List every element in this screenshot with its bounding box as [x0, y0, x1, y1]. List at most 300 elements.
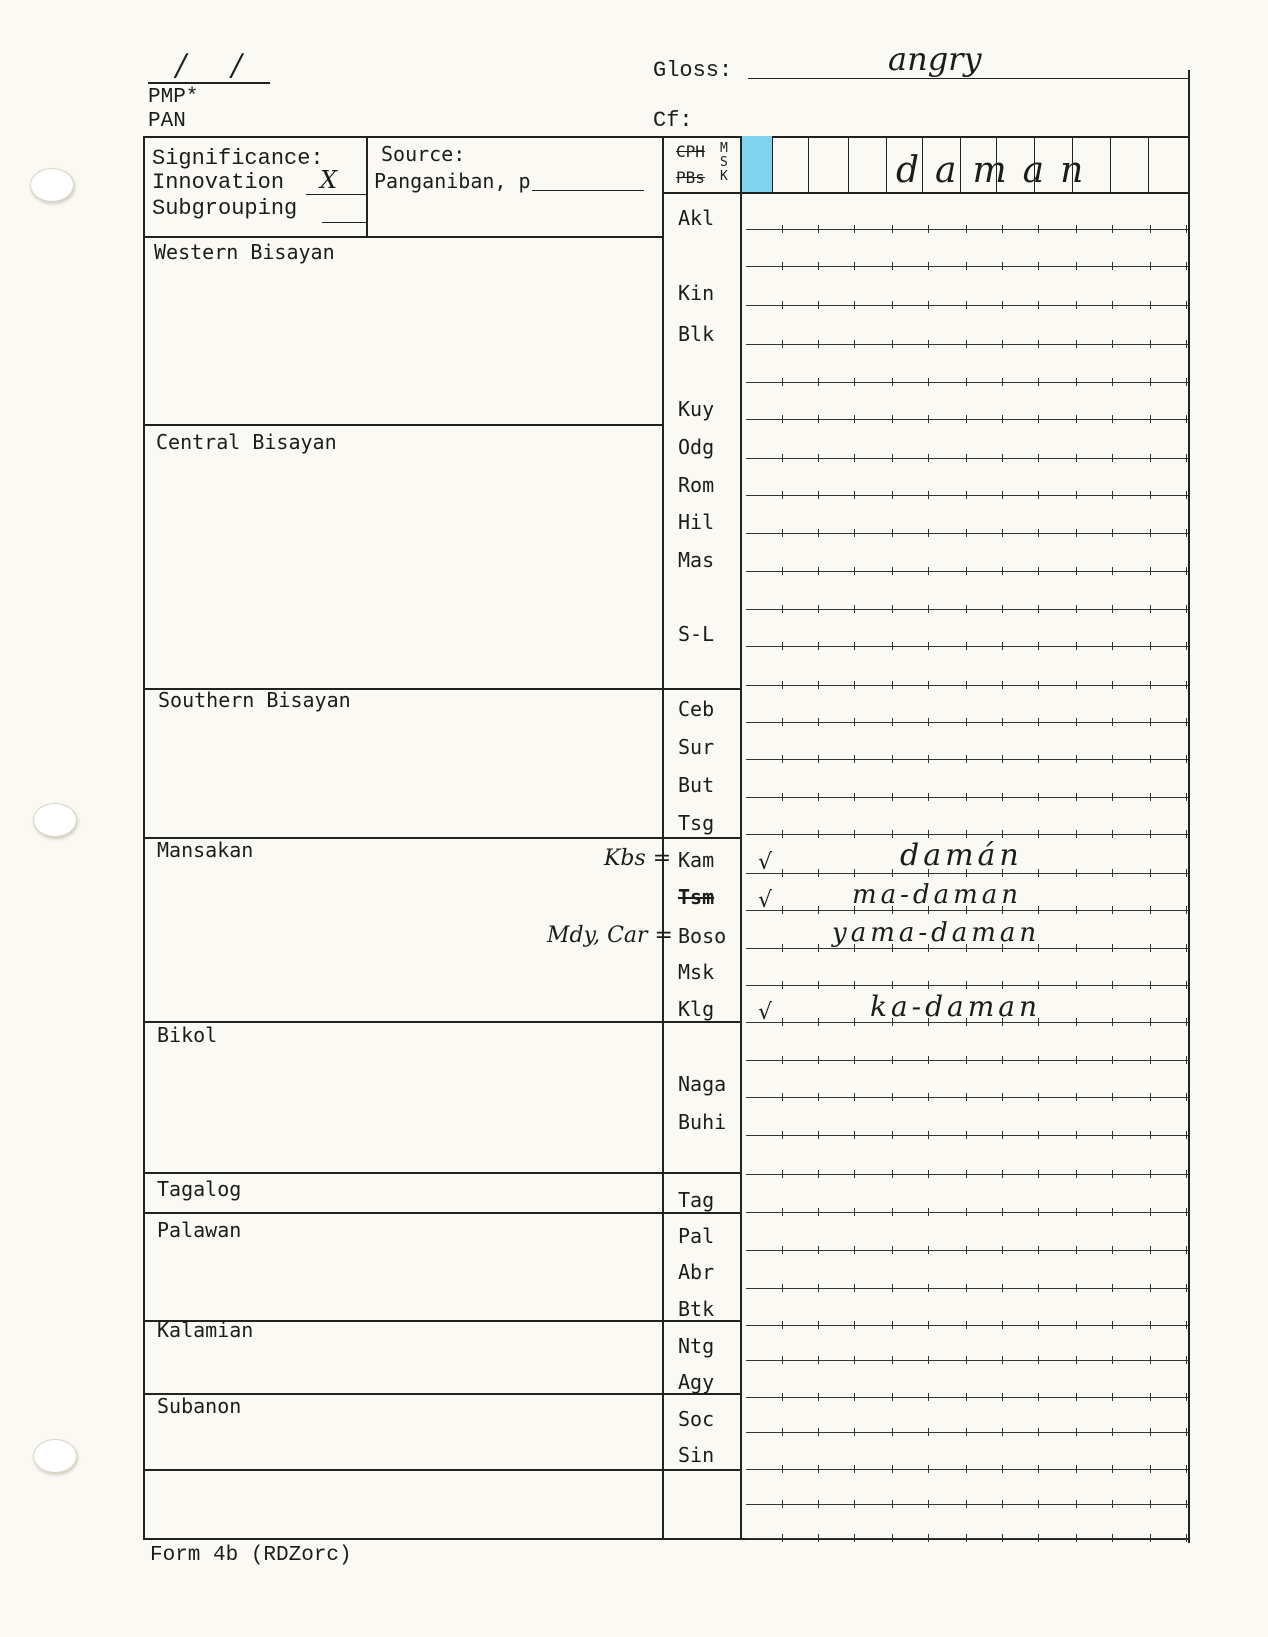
- lang-abr: Abr: [678, 1260, 715, 1284]
- rule-tick: [782, 301, 783, 309]
- rule-tick: [782, 944, 783, 952]
- kbs-annotation: Kbs =: [604, 846, 672, 871]
- rule-tick: [1002, 1131, 1003, 1139]
- rule-tick: [966, 1321, 967, 1329]
- rule-tick: [928, 491, 929, 499]
- rule-tick: [854, 1500, 855, 1508]
- rule-tick: [1112, 944, 1113, 952]
- binder-hole-bottom: [33, 1439, 77, 1473]
- rule-tick: [1186, 1465, 1187, 1473]
- rule-tick: [1076, 1284, 1077, 1292]
- header-slashes: / /: [176, 48, 260, 83]
- rule-tick: [1150, 642, 1151, 650]
- rule-tick: [1150, 906, 1151, 914]
- rule-tick: [1038, 1500, 1039, 1508]
- rule-tick: [818, 415, 819, 423]
- rule-tick: [854, 1356, 855, 1364]
- rule-tick: [892, 454, 893, 462]
- rule-tick: [1186, 1208, 1187, 1216]
- subgrouping-label: Subgrouping: [152, 196, 298, 221]
- rule-tick: [854, 1393, 855, 1401]
- rule-tick: [1112, 454, 1113, 462]
- rule-tick: [966, 529, 967, 537]
- rule-tick: [1076, 340, 1077, 348]
- entry-rule: [746, 382, 1188, 383]
- rule-tick: [966, 1131, 967, 1139]
- rule-tick: [1076, 1393, 1077, 1401]
- rule-tick: [782, 378, 783, 386]
- rule-tick: [1038, 1056, 1039, 1064]
- rule-tick: [1076, 567, 1077, 575]
- rule-tick: [966, 491, 967, 499]
- rule-tick: [782, 1018, 783, 1026]
- rule-tick: [1002, 415, 1003, 423]
- rule-tick: [1112, 415, 1113, 423]
- rule-tick: [818, 1018, 819, 1026]
- lang-kuy: Kuy: [678, 397, 715, 421]
- group-palawan: Palawan: [157, 1218, 242, 1242]
- group-kalamian: Kalamian: [157, 1318, 254, 1342]
- rule-tick: [782, 906, 783, 914]
- rule-tick: [1038, 1093, 1039, 1101]
- rule-tick: [1076, 718, 1077, 726]
- rule-tick: [818, 1428, 819, 1436]
- rule-tick: [1038, 529, 1039, 537]
- rule-tick: [854, 225, 855, 233]
- rule-tick: [818, 1356, 819, 1364]
- rule-tick: [854, 529, 855, 537]
- source-page-blank: [532, 190, 644, 191]
- rule-tick: [966, 1208, 967, 1216]
- rule-tick: [782, 454, 783, 462]
- rule-tick: [1076, 755, 1077, 763]
- rule-tick: [818, 981, 819, 989]
- rule-tick: [818, 642, 819, 650]
- boso-entry: yama-daman: [832, 918, 1041, 948]
- rule-tick: [1002, 793, 1003, 801]
- rule-tick: [1002, 1056, 1003, 1064]
- rule-tick: [854, 755, 855, 763]
- rule-tick: [928, 755, 929, 763]
- rule-tick: [928, 1534, 929, 1542]
- rule-tick: [1150, 491, 1151, 499]
- kam-checkmark: √: [758, 850, 773, 875]
- entry-rule: [746, 797, 1188, 798]
- rule-tick: [966, 1093, 967, 1101]
- rule-tick: [1186, 1056, 1187, 1064]
- rule-tick: [1112, 830, 1113, 838]
- rule-tick: [892, 1131, 893, 1139]
- rule-tick: [1186, 1428, 1187, 1436]
- rule-tick: [1076, 1465, 1077, 1473]
- rule-tick: [1150, 225, 1151, 233]
- rule-tick: [1002, 755, 1003, 763]
- rule-tick: [818, 1393, 819, 1401]
- rule-tick: [892, 755, 893, 763]
- rule-tick: [966, 718, 967, 726]
- group-divider-central: [143, 424, 662, 426]
- rule-tick: [1186, 981, 1187, 989]
- rule-tick: [928, 415, 929, 423]
- rule-tick: [818, 1321, 819, 1329]
- rule-tick: [928, 642, 929, 650]
- rule-tick: [1186, 491, 1187, 499]
- rule-tick: [782, 718, 783, 726]
- entry-rule: [746, 722, 1188, 723]
- rule-tick: [892, 830, 893, 838]
- rule-tick: [782, 1056, 783, 1064]
- rule-tick: [1038, 1428, 1039, 1436]
- rule-tick: [818, 718, 819, 726]
- rule-tick: [1150, 1321, 1151, 1329]
- entry-rule: [746, 685, 1188, 686]
- rule-tick: [782, 1284, 783, 1292]
- code-box-right-letters: M S K: [720, 141, 728, 184]
- entry-rule: [746, 1432, 1188, 1433]
- rule-tick: [1150, 567, 1151, 575]
- gloss-value: angry: [888, 40, 982, 78]
- rule-tick: [1038, 301, 1039, 309]
- lang-ceb: Ceb: [678, 697, 715, 721]
- rule-tick: [782, 981, 783, 989]
- tsm-checkmark: √: [758, 888, 773, 913]
- rule-tick: [928, 1428, 929, 1436]
- rule-tick: [1186, 415, 1187, 423]
- rule-tick: [1076, 605, 1077, 613]
- rule-tick: [892, 793, 893, 801]
- rule-tick: [928, 830, 929, 838]
- code-box-left-bottom: PBs: [676, 168, 705, 187]
- rule-tick: [818, 1534, 819, 1542]
- rule-tick: [854, 1321, 855, 1329]
- rule-tick: [1186, 1500, 1187, 1508]
- entry-rule: [746, 495, 1188, 496]
- rule-tick: [1076, 1208, 1077, 1216]
- rule-tick: [1038, 681, 1039, 689]
- lang-msk: Msk: [678, 960, 715, 984]
- tsm-entry: ma-daman: [852, 880, 1022, 910]
- rule-tick: [782, 1393, 783, 1401]
- rule-tick: [782, 1170, 783, 1178]
- rule-tick: [928, 1246, 929, 1254]
- rule-tick: [892, 981, 893, 989]
- rule-tick: [1002, 378, 1003, 386]
- rule-tick: [1002, 1170, 1003, 1178]
- rule-tick: [1112, 378, 1113, 386]
- rule-tick: [928, 605, 929, 613]
- rule-tick: [928, 1093, 929, 1101]
- rule-tick: [1002, 491, 1003, 499]
- pmp-label: PMP*: [148, 86, 199, 109]
- rule-tick: [854, 1131, 855, 1139]
- rule-tick: [1186, 1246, 1187, 1254]
- klg-entry: ka-daman: [870, 990, 1042, 1023]
- rule-tick: [966, 340, 967, 348]
- rule-tick: [1186, 793, 1187, 801]
- entry-rule: [746, 1504, 1188, 1505]
- rule-tick: [1112, 529, 1113, 537]
- rule-tick: [1076, 1093, 1077, 1101]
- rule-tick: [892, 225, 893, 233]
- rule-tick: [1038, 1208, 1039, 1216]
- rule-tick: [1186, 529, 1187, 537]
- form-cell-11: [1148, 136, 1149, 192]
- lang-agy: Agy: [678, 1370, 715, 1394]
- rule-tick: [1186, 1393, 1187, 1401]
- rule-tick: [1112, 567, 1113, 575]
- rule-tick: [782, 1093, 783, 1101]
- rule-tick: [892, 869, 893, 877]
- form-cell-1: [772, 136, 773, 192]
- rule-tick: [1112, 1428, 1113, 1436]
- rule-tick: [892, 642, 893, 650]
- rule-tick: [1002, 1500, 1003, 1508]
- rule-tick: [818, 454, 819, 462]
- lang-but: But: [678, 773, 715, 797]
- rule-tick: [892, 1093, 893, 1101]
- rule-tick: [1076, 830, 1077, 838]
- rule-tick: [966, 642, 967, 650]
- rule-tick: [966, 681, 967, 689]
- rule-tick: [966, 1500, 967, 1508]
- rule-tick: [892, 1056, 893, 1064]
- entry-rule: [746, 1060, 1188, 1061]
- rule-tick: [892, 415, 893, 423]
- rule-tick: [1186, 1534, 1187, 1542]
- gloss-underline: [748, 78, 1188, 79]
- rule-tick: [928, 1131, 929, 1139]
- rule-tick: [782, 1465, 783, 1473]
- rule-tick: [928, 301, 929, 309]
- rule-tick: [966, 262, 967, 270]
- rule-tick: [1186, 378, 1187, 386]
- binder-hole-top: [30, 168, 74, 202]
- rule-tick: [1038, 755, 1039, 763]
- rule-tick: [1186, 340, 1187, 348]
- rule-tick: [782, 491, 783, 499]
- rule-tick: [1076, 906, 1077, 914]
- lang-btk: Btk: [678, 1297, 715, 1321]
- rule-tick: [854, 454, 855, 462]
- rule-tick: [818, 830, 819, 838]
- significance-label: Significance:: [152, 146, 324, 171]
- rule-tick: [1150, 718, 1151, 726]
- rule-tick: [1112, 1500, 1113, 1508]
- rule-tick: [1112, 1170, 1113, 1178]
- rule-tick: [892, 1246, 893, 1254]
- rule-tick: [818, 944, 819, 952]
- rule-tick: [1112, 1131, 1113, 1139]
- rule-tick: [1038, 830, 1039, 838]
- rule-tick: [1038, 1131, 1039, 1139]
- rule-tick: [1038, 378, 1039, 386]
- rule-tick: [1112, 681, 1113, 689]
- rule-tick: [928, 1056, 929, 1064]
- rule-tick: [818, 605, 819, 613]
- rule-tick: [818, 225, 819, 233]
- rule-tick: [928, 1465, 929, 1473]
- rule-tick: [818, 340, 819, 348]
- rule-tick: [1112, 1208, 1113, 1216]
- rule-tick: [928, 1500, 929, 1508]
- rule-tick: [854, 1465, 855, 1473]
- rule-tick: [854, 1018, 855, 1026]
- group-divider-tagalog: [143, 1172, 740, 1174]
- rule-tick: [1150, 415, 1151, 423]
- rule-tick: [1186, 755, 1187, 763]
- rule-tick: [966, 1246, 967, 1254]
- rule-tick: [966, 793, 967, 801]
- rule-tick: [1150, 755, 1151, 763]
- rule-tick: [1150, 1246, 1151, 1254]
- rule-tick: [1002, 1321, 1003, 1329]
- rule-tick: [1150, 1428, 1151, 1436]
- rule-tick: [1112, 1465, 1113, 1473]
- rule-tick: [1038, 340, 1039, 348]
- rule-tick: [966, 378, 967, 386]
- rule-tick: [854, 1246, 855, 1254]
- innovation-blank: [306, 194, 366, 195]
- rule-tick: [1112, 1284, 1113, 1292]
- highlight-marker: [742, 136, 772, 192]
- rule-tick: [966, 1284, 967, 1292]
- rule-tick: [782, 830, 783, 838]
- rule-tick: [854, 1056, 855, 1064]
- rule-tick: [818, 1284, 819, 1292]
- language-column-right-border: [740, 136, 742, 1538]
- rule-tick: [1002, 1356, 1003, 1364]
- rule-tick: [1002, 681, 1003, 689]
- entry-rule: [746, 1325, 1188, 1326]
- rule-tick: [928, 262, 929, 270]
- rule-tick: [1150, 830, 1151, 838]
- rule-tick: [854, 981, 855, 989]
- rule-tick: [892, 567, 893, 575]
- rule-tick: [892, 681, 893, 689]
- rule-tick: [818, 1208, 819, 1216]
- rule-tick: [1076, 642, 1077, 650]
- rule-tick: [1002, 301, 1003, 309]
- rule-tick: [1150, 1284, 1151, 1292]
- lang-tsm: Tsm: [678, 885, 715, 909]
- rule-tick: [1112, 869, 1113, 877]
- rule-tick: [854, 378, 855, 386]
- rule-tick: [892, 1356, 893, 1364]
- rule-tick: [966, 225, 967, 233]
- rule-tick: [928, 718, 929, 726]
- group-tagalog: Tagalog: [157, 1177, 242, 1201]
- form-cell-10: [1110, 136, 1111, 192]
- rule-tick: [928, 1356, 929, 1364]
- rule-tick: [1038, 415, 1039, 423]
- entry-rule: [746, 759, 1188, 760]
- lang-ntg: Ntg: [678, 1334, 715, 1358]
- rule-tick: [1038, 1246, 1039, 1254]
- group-bikol: Bikol: [157, 1023, 218, 1047]
- rule-tick: [854, 869, 855, 877]
- rule-tick: [854, 567, 855, 575]
- rule-tick: [1186, 1321, 1187, 1329]
- rule-tick: [1076, 262, 1077, 270]
- rule-tick: [854, 1534, 855, 1542]
- rule-tick: [818, 793, 819, 801]
- rule-tick: [1186, 225, 1187, 233]
- rule-tick: [1112, 1056, 1113, 1064]
- rule-tick: [1038, 1321, 1039, 1329]
- rule-tick: [1112, 642, 1113, 650]
- innovation-mark: X: [320, 166, 338, 194]
- rule-tick: [1112, 1393, 1113, 1401]
- rule-tick: [1186, 642, 1187, 650]
- subgrouping-blank: [322, 222, 366, 223]
- rule-tick: [1150, 1056, 1151, 1064]
- significance-bottom: [143, 236, 662, 238]
- rule-tick: [1150, 378, 1151, 386]
- rule-tick: [1002, 1284, 1003, 1292]
- rule-tick: [1076, 378, 1077, 386]
- entry-rule: [746, 910, 1188, 911]
- rule-tick: [892, 1534, 893, 1542]
- rule-tick: [928, 681, 929, 689]
- rule-tick: [854, 718, 855, 726]
- rule-tick: [1002, 529, 1003, 537]
- rule-tick: [1150, 981, 1151, 989]
- group-southern-bisayan: Southern Bisayan: [158, 688, 351, 712]
- entry-rule: [746, 1135, 1188, 1136]
- rule-tick: [1150, 869, 1151, 877]
- rule-tick: [854, 605, 855, 613]
- rule-tick: [966, 755, 967, 763]
- entry-rule: [746, 646, 1188, 647]
- rule-tick: [892, 1465, 893, 1473]
- rule-tick: [818, 681, 819, 689]
- lang-s-l: S-L: [678, 622, 715, 646]
- form-cell-3: [848, 136, 849, 192]
- rule-tick: [1076, 415, 1077, 423]
- form-word: daman: [896, 150, 1100, 191]
- klg-checkmark: √: [758, 1000, 773, 1025]
- rule-tick: [892, 605, 893, 613]
- rule-tick: [818, 262, 819, 270]
- rule-tick: [892, 1321, 893, 1329]
- entry-rule: [746, 985, 1188, 986]
- rule-tick: [1002, 1093, 1003, 1101]
- rule-tick: [892, 491, 893, 499]
- rule-tick: [1002, 830, 1003, 838]
- rule-tick: [1186, 301, 1187, 309]
- rule-tick: [782, 567, 783, 575]
- rule-tick: [1038, 718, 1039, 726]
- rule-tick: [1112, 225, 1113, 233]
- rule-tick: [1150, 1131, 1151, 1139]
- rule-tick: [782, 1534, 783, 1542]
- entry-rule: [746, 1288, 1188, 1289]
- rule-tick: [1150, 793, 1151, 801]
- rule-tick: [782, 1246, 783, 1254]
- entry-rule: [746, 266, 1188, 267]
- rule-tick: [892, 718, 893, 726]
- rule-tick: [928, 529, 929, 537]
- rule-tick: [892, 1428, 893, 1436]
- rule-tick: [928, 340, 929, 348]
- rule-tick: [782, 1356, 783, 1364]
- rule-tick: [1002, 605, 1003, 613]
- rule-tick: [928, 793, 929, 801]
- lang-pal: Pal: [678, 1224, 715, 1248]
- entry-rule: [746, 1538, 1188, 1539]
- rule-tick: [1186, 1018, 1187, 1026]
- rule-tick: [892, 1170, 893, 1178]
